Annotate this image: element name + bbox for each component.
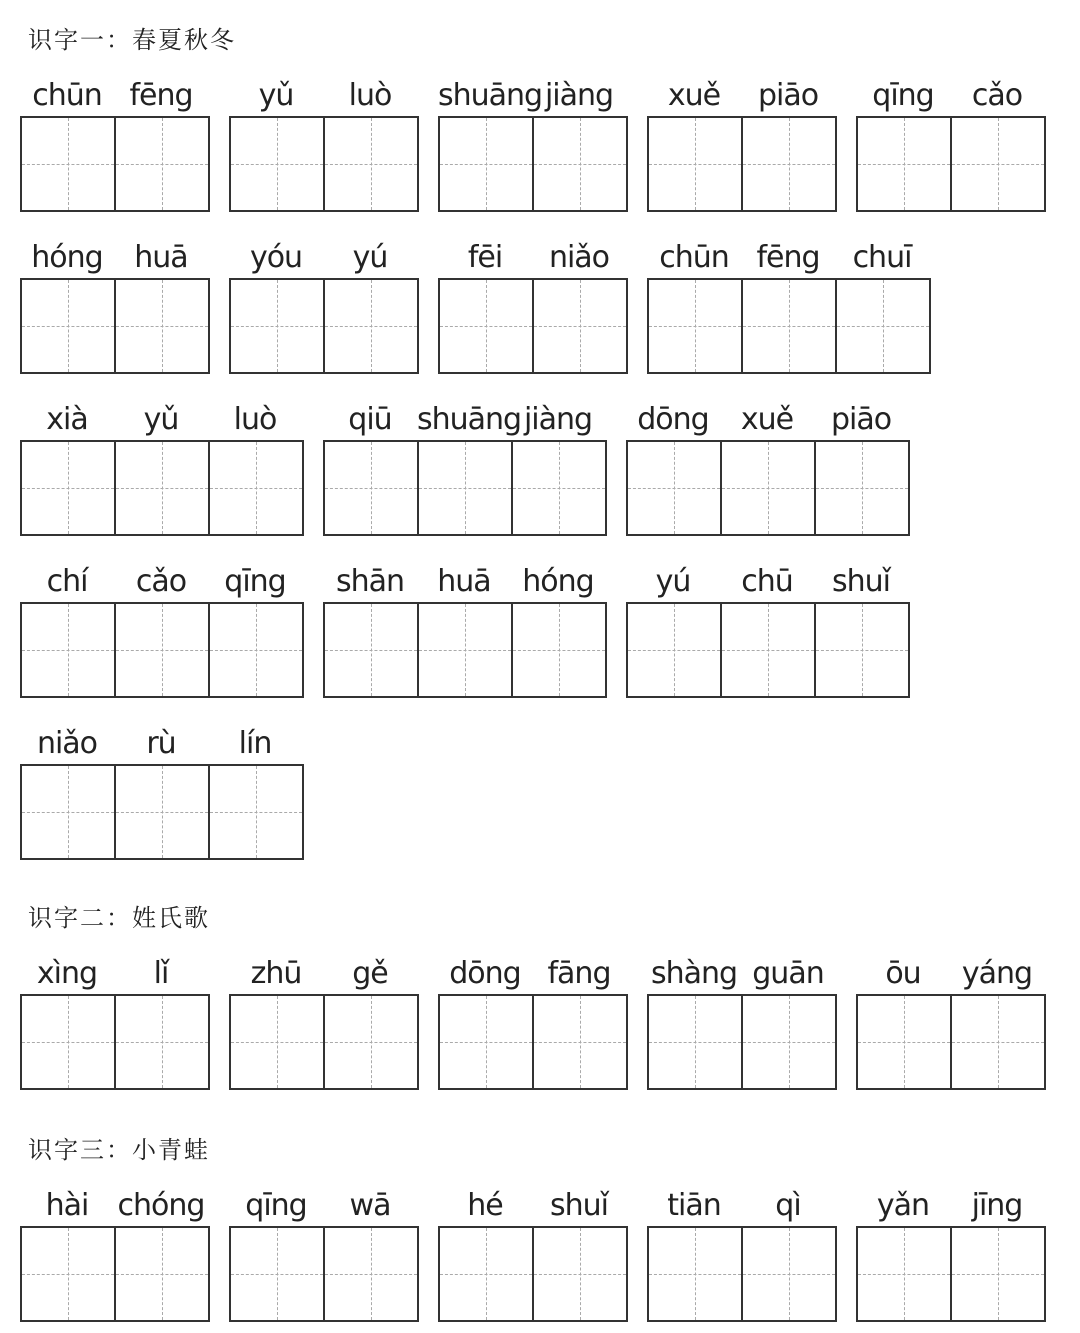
writing-cell[interactable] [440,280,532,372]
pinyin-row [438,76,628,116]
tianzige-box-row [856,1226,1046,1322]
pinyin-row [229,238,419,278]
writing-cell[interactable] [114,766,208,858]
pinyin-label: jiàng [523,402,593,437]
pinyin-label: fāng [547,956,611,991]
writing-cell[interactable] [511,604,605,696]
pinyin-label: qīng [245,1188,307,1223]
tianzige-word-group [229,954,419,1090]
pinyin-label: chuī [852,240,912,275]
pinyin-label: chūn [659,240,729,275]
pinyin-label: huā [134,240,188,275]
pinyin-row [647,238,931,278]
writing-cell[interactable] [858,996,950,1088]
writing-cell[interactable] [22,118,114,210]
section-title: 识字一：春夏秋冬 [28,26,236,54]
tianzige-word-group [438,238,628,374]
pinyin-label: shuāng [417,402,522,437]
writing-cell[interactable] [114,604,208,696]
tianzige-box-row [626,602,910,698]
pinyin-label: yú [352,240,388,275]
pinyin-row [20,562,304,602]
pinyin-label: shān [335,564,405,599]
writing-cell[interactable] [814,442,908,534]
pinyin-label: guān [752,956,824,991]
pinyin-row [856,1186,1046,1226]
writing-cell[interactable] [532,280,626,372]
section-title: 识字二：姓氏歌 [28,904,210,932]
writing-cell[interactable] [741,118,835,210]
pinyin-label: chóng [117,1188,205,1223]
pinyin-label: ōu [885,956,921,991]
writing-cell[interactable] [231,996,323,1088]
tianzige-box-row [20,764,304,860]
writing-cell[interactable] [628,442,720,534]
pinyin-label: piāo [757,78,819,113]
writing-cell[interactable] [22,1228,114,1320]
tianzige-box-row [438,1226,628,1322]
writing-cell[interactable] [440,118,532,210]
pinyin-row [20,1186,210,1226]
writing-cell[interactable] [22,604,114,696]
tianzige-word-group [626,400,910,536]
tianzige-box-row [438,278,628,374]
pinyin-label: dōng [449,956,521,991]
pinyin-label: xià [46,402,88,437]
tianzige-box-row [856,116,1046,212]
writing-cell[interactable] [532,996,626,1088]
writing-cell[interactable] [950,996,1044,1088]
writing-cell[interactable] [114,996,208,1088]
writing-cell[interactable] [208,442,302,534]
writing-cell[interactable] [323,996,417,1088]
pinyin-row [323,400,607,440]
pinyin-label: yóu [249,240,303,275]
writing-cell[interactable] [231,118,323,210]
pinyin-label: qīng [224,564,286,599]
pinyin-label: huā [437,564,491,599]
writing-cell[interactable] [532,118,626,210]
tianzige-box-row [647,278,931,374]
pinyin-label: fēng [129,78,193,113]
pinyin-label: chū [741,564,793,599]
pinyin-row [438,238,628,278]
writing-cell[interactable] [628,604,720,696]
pinyin-row [229,954,419,994]
pinyin-label: xìng [36,956,98,991]
tianzige-box-row [20,116,210,212]
tianzige-box-row [856,994,1046,1090]
pinyin-row [20,724,304,764]
pinyin-label: yǔ [258,78,294,113]
pinyin-row [323,562,607,602]
tianzige-word-group [20,76,210,212]
writing-cell[interactable] [323,1228,417,1320]
tianzige-word-group [229,238,419,374]
pinyin-label: yǎn [876,1188,930,1223]
tianzige-box-row [20,440,304,536]
pinyin-label: gě [352,956,388,991]
pinyin-label: niǎo [548,240,610,275]
tianzige-box-row [438,116,628,212]
pinyin-label: rù [146,726,176,761]
writing-cell[interactable] [741,280,835,372]
pinyin-row [438,1186,628,1226]
writing-cell[interactable] [114,280,208,372]
pinyin-label: qīng [872,78,934,113]
tianzige-word-group [20,724,304,860]
pinyin-row [856,76,1046,116]
writing-cell[interactable] [511,442,605,534]
tianzige-word-group [323,562,607,698]
pinyin-label: tiān [667,1188,721,1223]
tianzige-word-group [856,1186,1046,1322]
writing-cell[interactable] [649,1228,741,1320]
pinyin-label: chūn [32,78,102,113]
pinyin-label: piāo [830,402,892,437]
tianzige-word-group [323,400,607,536]
writing-cell[interactable] [720,604,814,696]
writing-cell[interactable] [114,442,208,534]
pinyin-label: hóng [31,240,103,275]
writing-cell[interactable] [417,604,511,696]
pinyin-label: yú [655,564,691,599]
tianzige-word-group [856,76,1046,212]
pinyin-row [856,954,1046,994]
pinyin-label: hóng [522,564,594,599]
tianzige-box-row [438,994,628,1090]
pinyin-label: hé [467,1188,503,1223]
pinyin-label: jiàng [544,78,614,113]
writing-cell[interactable] [231,280,323,372]
tianzige-box-row [20,994,210,1090]
pinyin-label: qì [775,1188,801,1223]
tianzige-box-row [20,278,210,374]
pinyin-row [647,76,837,116]
pinyin-row [229,1186,419,1226]
pinyin-label: dōng [637,402,709,437]
tianzige-word-group [647,1186,837,1322]
writing-cell[interactable] [22,996,114,1088]
pinyin-label: shuǐ [832,564,890,599]
pinyin-label: wā [349,1188,391,1223]
writing-cell[interactable] [649,996,741,1088]
pinyin-label: lǐ [153,956,169,991]
writing-cell[interactable] [720,442,814,534]
tianzige-box-row [229,116,419,212]
tianzige-box-row [229,994,419,1090]
tianzige-box-row [229,278,419,374]
tianzige-box-row [323,602,607,698]
writing-cell[interactable] [950,118,1044,210]
pinyin-label: lín [238,726,272,761]
writing-cell[interactable] [649,280,741,372]
pinyin-row [438,954,628,994]
tianzige-box-row [20,602,304,698]
tianzige-box-row [647,1226,837,1322]
tianzige-box-row [647,994,837,1090]
pinyin-label: fēi [467,240,503,275]
writing-cell[interactable] [208,766,302,858]
pinyin-row [647,954,837,994]
tianzige-word-group [229,1186,419,1322]
writing-cell[interactable] [835,280,929,372]
pinyin-label: jīng [971,1188,1023,1223]
tianzige-word-group [20,1186,210,1322]
tianzige-word-group [20,238,210,374]
writing-cell[interactable] [417,442,511,534]
tianzige-word-group [647,954,837,1090]
tianzige-box-row [323,440,607,536]
writing-cell[interactable] [323,280,417,372]
tianzige-box-row [229,1226,419,1322]
writing-cell[interactable] [114,1228,208,1320]
tianzige-word-group [647,238,931,374]
tianzige-word-group [229,76,419,212]
pinyin-label: fēng [756,240,820,275]
writing-cell[interactable] [950,1228,1044,1320]
pinyin-row [626,562,910,602]
section-title: 识字三：小青蛙 [28,1136,210,1164]
pinyin-label: cǎo [135,564,187,599]
pinyin-label: luò [233,402,277,437]
writing-cell[interactable] [858,118,950,210]
writing-cell[interactable] [22,442,114,534]
pinyin-row [20,238,210,278]
writing-cell[interactable] [323,118,417,210]
tianzige-word-group [438,1186,628,1322]
pinyin-label: yǔ [143,402,179,437]
pinyin-row [20,400,304,440]
pinyin-label: niǎo [36,726,98,761]
pinyin-label: xuě [740,402,794,437]
pinyin-label: qiū [348,402,392,437]
tianzige-box-row [20,1226,210,1322]
writing-cell[interactable] [325,442,417,534]
writing-cell[interactable] [649,118,741,210]
pinyin-label: luò [348,78,392,113]
writing-cell[interactable] [22,280,114,372]
tianzige-box-row [626,440,910,536]
writing-cell[interactable] [741,996,835,1088]
tianzige-word-group [20,954,210,1090]
tianzige-word-group [856,954,1046,1090]
pinyin-label: hài [45,1188,89,1223]
pinyin-label: xuě [667,78,721,113]
writing-cell[interactable] [231,1228,323,1320]
pinyin-label: cǎo [971,78,1023,113]
tianzige-word-group [438,954,628,1090]
tianzige-word-group [626,562,910,698]
pinyin-label: shàng [650,956,738,991]
tianzige-word-group [647,76,837,212]
writing-cell[interactable] [858,1228,950,1320]
pinyin-label: shuāng [438,78,543,113]
pinyin-row [20,76,210,116]
pinyin-row [647,1186,837,1226]
pinyin-label: yáng [961,956,1033,991]
tianzige-word-group [20,562,304,698]
writing-cell[interactable] [440,996,532,1088]
writing-cell[interactable] [325,604,417,696]
writing-cell[interactable] [532,1228,626,1320]
writing-cell[interactable] [208,604,302,696]
pinyin-row [626,400,910,440]
pinyin-row [229,76,419,116]
writing-cell[interactable] [114,118,208,210]
writing-cell[interactable] [22,766,114,858]
writing-cell[interactable] [814,604,908,696]
tianzige-word-group [20,400,304,536]
tianzige-word-group [438,76,628,212]
writing-cell[interactable] [440,1228,532,1320]
pinyin-label: zhū [250,956,302,991]
writing-cell[interactable] [741,1228,835,1320]
tianzige-box-row [647,116,837,212]
pinyin-row [20,954,210,994]
pinyin-label: chí [46,564,88,599]
pinyin-label: shuǐ [550,1188,608,1223]
